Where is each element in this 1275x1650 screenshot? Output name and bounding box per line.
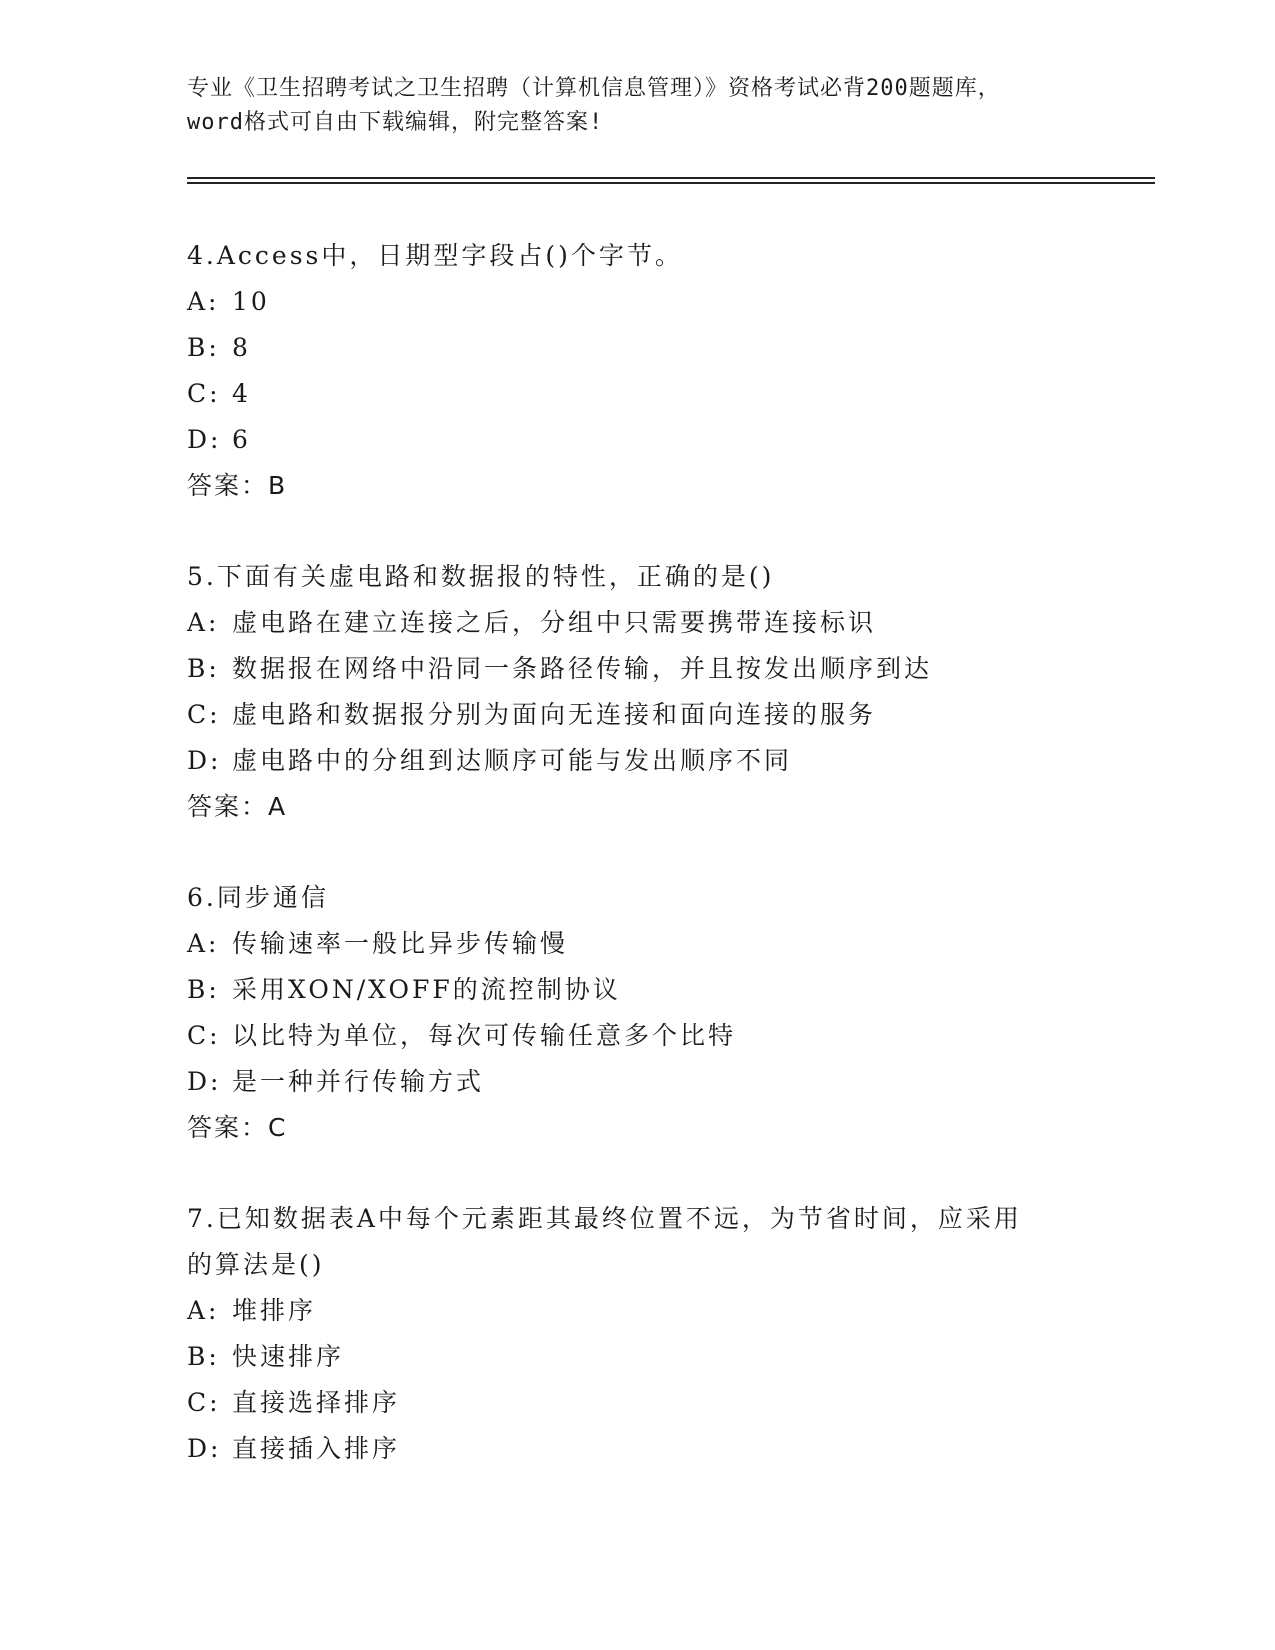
option-d <box>187 417 1147 463</box>
option-text: 虚电路和数据报分别为面向无连接和面向连接的服务 <box>232 700 877 729</box>
option-letter: C: <box>187 1388 221 1417</box>
option-text: 8 <box>232 333 251 362</box>
option-letter: D: <box>187 1434 222 1463</box>
option-text: 堆排序 <box>232 1296 317 1325</box>
option-c <box>187 1380 1147 1426</box>
option-d <box>187 1059 1147 1105</box>
option-text: 直接插入排序 <box>232 1434 401 1463</box>
option-a <box>187 600 1147 646</box>
option-text: 10 <box>232 287 270 316</box>
header-line-1: 专业《卫生招聘考试之卫生招聘（计算机信息管理）》资格考试必背200题题库， <box>187 76 1001 101</box>
option-letter: D: <box>187 746 222 775</box>
question-4 <box>187 233 1147 509</box>
option-letter: D: <box>187 1067 222 1096</box>
option-text: 数据报在网络中沿同一条路径传输，并且按发出顺序到达 <box>232 654 933 683</box>
option-text: 虚电路在建立连接之后，分组中只需要携带连接标识 <box>232 608 877 637</box>
option-text: 虚电路中的分组到达顺序可能与发出顺序不同 <box>232 746 793 775</box>
option-letter: A: <box>187 1296 220 1325</box>
option-letter: A: <box>187 287 220 316</box>
option-a <box>187 921 1147 967</box>
option-b <box>187 967 1147 1013</box>
option-text: 采用XON/XOFF的流控制协议 <box>232 975 621 1004</box>
option-c <box>187 371 1147 417</box>
option-text: 4 <box>232 379 251 408</box>
answer-label: 答案：B <box>187 471 288 500</box>
header-line-2: word格式可自由下载编辑，附完整答案! <box>187 110 604 135</box>
question-stem: 6.同步通信 <box>187 883 329 912</box>
question-stem: 5.下面有关虚电路和数据报的特性，正确的是() <box>187 562 775 591</box>
option-letter: A: <box>187 929 220 958</box>
question-6 <box>187 875 1147 1151</box>
option-d <box>187 1426 1147 1472</box>
option-letter: B: <box>187 1342 220 1371</box>
option-letter: C: <box>187 379 221 408</box>
option-text: 6 <box>232 425 251 454</box>
answer-label: 答案：A <box>187 792 288 821</box>
option-d <box>187 738 1147 784</box>
question-stem: 7.已知数据表A中每个元素距其最终位置不远，为节省时间，应采用 <box>187 1204 1022 1233</box>
option-text: 是一种并行传输方式 <box>232 1067 485 1096</box>
header-rule-bottom <box>187 182 1155 184</box>
option-letter: A: <box>187 608 220 637</box>
option-letter: B: <box>187 333 220 362</box>
option-text: 直接选择排序 <box>232 1388 401 1417</box>
option-letter: B: <box>187 654 220 683</box>
option-letter: B: <box>187 975 220 1004</box>
option-b <box>187 325 1147 371</box>
option-c <box>187 692 1147 738</box>
question-stem-continued: 的算法是() <box>187 1250 325 1279</box>
option-letter: D: <box>187 425 222 454</box>
option-text: 传输速率一般比异步传输慢 <box>232 929 569 958</box>
option-text: 快速排序 <box>232 1342 345 1371</box>
question-list <box>187 233 1147 1517</box>
option-b <box>187 1334 1147 1380</box>
answer-label: 答案：C <box>187 1113 288 1142</box>
header-rule-top <box>187 177 1155 179</box>
option-letter: C: <box>187 1021 221 1050</box>
option-b <box>187 646 1147 692</box>
option-text: 以比特为单位，每次可传输任意多个比特 <box>232 1021 737 1050</box>
question-stem: 4.Access中，日期型字段占()个字节。 <box>187 241 683 270</box>
option-a <box>187 279 1147 325</box>
document-header <box>187 72 1087 140</box>
question-5 <box>187 554 1147 830</box>
option-letter: C: <box>187 700 221 729</box>
option-c <box>187 1013 1147 1059</box>
question-7 <box>187 1196 1147 1472</box>
option-a <box>187 1288 1147 1334</box>
